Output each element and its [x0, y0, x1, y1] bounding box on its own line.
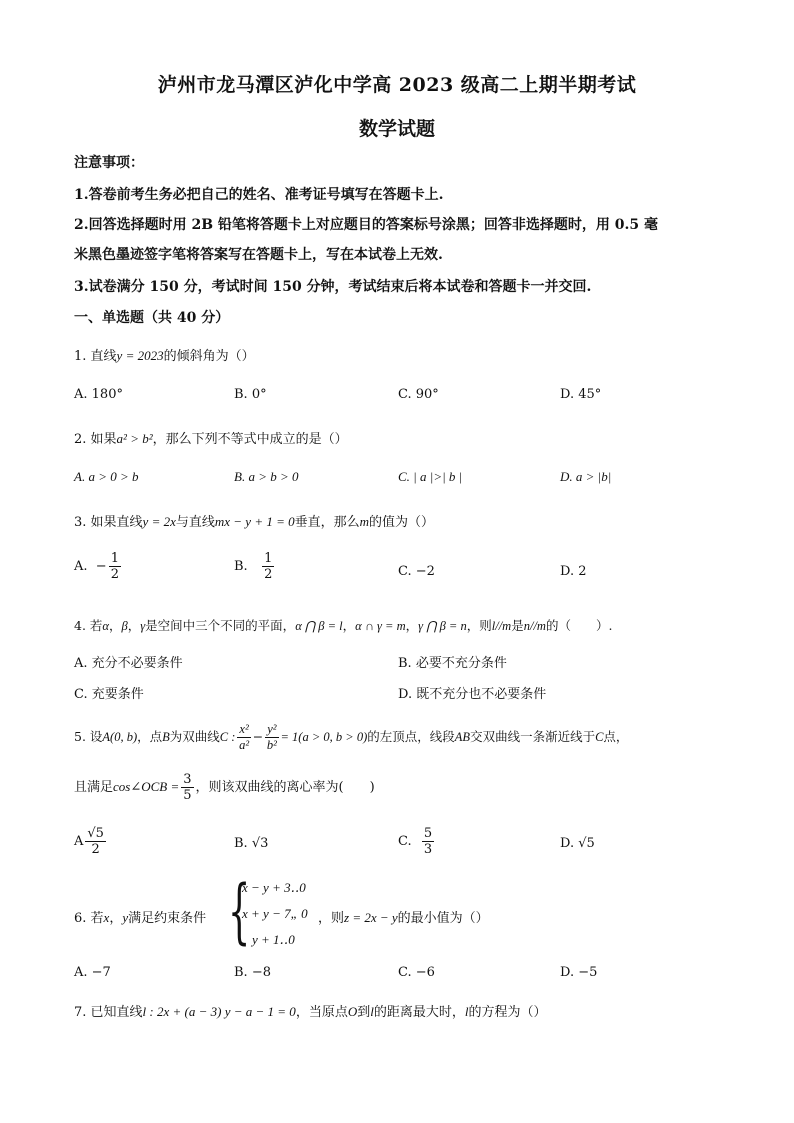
fraction: $\frac{\text{y²}}{\text{b²}}$ [266, 722, 277, 752]
constraint-3: y + 1‥0 [252, 932, 295, 947]
question-5-line-2: 且满足cos∠OCB = $\frac{3}{5}$ ，则该双曲线的离心率为( ) [74, 772, 375, 803]
notice-heading: 注意事项： [74, 155, 144, 171]
q4-option-a: A. 充分不必要条件 [74, 656, 183, 671]
q2-option-a: A. a > 0 > b [74, 469, 139, 484]
fraction: $\frac{√5}{2}$ [87, 826, 104, 857]
q1-option-b: B. 0° [234, 387, 267, 402]
q3-option-c: C. −2 [398, 564, 435, 579]
notice-item-2-line-2: 米黑色墨迹签字笔将答案写在答题卡上，写在本试卷上无效. [74, 247, 443, 263]
fraction: $\frac{5}{3}$ [423, 826, 433, 857]
fraction: $\frac{3}{5}$ [183, 772, 192, 803]
notice-item-2-line-1: 2.回答选择题时用 2B 铅笔将答题卡上对应题目的答案标号涂黑；回答非选择题时，用 0.5 毫 [74, 217, 659, 233]
q1-option-d: D. 45° [560, 387, 602, 402]
left-brace: { [228, 870, 251, 952]
q4-option-b: B. 必要不充分条件 [398, 656, 507, 671]
fraction: $\frac{\text{x²}}{\text{a²}}$ [239, 722, 250, 752]
question-7: 7. 已知直线l : 2x + (a − 3) y − a − 1 = 0，当原点O到l的距离最大时，l的方程为（） [74, 1004, 547, 1020]
constraint-2: x + y − 7„ 0 [242, 906, 308, 921]
q5-option-a: A $\frac{√5}{2}$ [74, 826, 104, 857]
fraction: $\frac{1}{2}$ [110, 551, 119, 582]
q5-option-c: C. $\frac{5}{3}$ [398, 826, 433, 857]
question-6-suffix: ，则z = 2x − y的最小值为（） [318, 910, 489, 926]
q3-option-b: B. $\frac{1}{2}$ [234, 551, 273, 582]
notice-item-3: 3.试卷满分 150 分，考试时间 150 分钟，考试结束后将本试卷和答题卡一并交回. [74, 279, 592, 295]
inequality: a² > b² [116, 431, 153, 446]
q1-option-a: A. 180° [74, 387, 123, 402]
equation: y = 2023 [116, 348, 164, 363]
q4-option-c: C. 充要条件 [74, 687, 144, 702]
q3-option-d: D. 2 [560, 564, 587, 579]
q6-option-d: D. −5 [560, 965, 598, 980]
q3-option-a: A. − $\frac{1}{2}$ [74, 551, 119, 582]
q4-option-d: D. 既不充分也不必要条件 [398, 687, 547, 702]
q5-option-d: D. √5 [560, 836, 595, 851]
question-3: 3. 如果直线y = 2x与直线mx − y + 1 = 0垂直，那么m的值为（） [74, 514, 435, 530]
q6-option-a: A. −7 [74, 965, 111, 980]
q2-option-d: D. a > |b| [560, 469, 612, 484]
question-2: 2. 如果a² > b²，那么下列不等式中成立的是（） [74, 431, 348, 447]
question-5: 5. 设A(0, b)，点B为双曲线C : $\frac{\text{x²}}{\text{a²}}$ − $\frac{\text{y²}}{\text{b²}}$ = 1(a > 0, b > 0)的左顶点，线段AB交双曲线一条渐近线于C点， [74, 722, 629, 752]
notice-item-1: 1.答卷前考生务必把自己的姓名、准考证号填写在答题卡上. [74, 187, 444, 203]
exam-subtitle: 数学试题 [358, 118, 435, 140]
constraint-1: x − y + 3‥0 [242, 880, 306, 895]
exam-title: 泸州市龙马潭区泸化中学高 2023 级高二上期半期考试 [157, 74, 637, 96]
question-6-prefix: 6. 若x，y满足约束条件 [74, 910, 207, 926]
constraint-system [228, 870, 328, 954]
q5-option-b: B. √3 [234, 836, 269, 851]
question-1: 1. 直线y = 2023的倾斜角为（） [74, 348, 255, 364]
q6-option-c: C. −6 [398, 965, 435, 980]
q2-option-c: C. | a |>| b | [398, 469, 463, 484]
fraction: $\frac{1}{2}$ [264, 551, 273, 582]
q2-option-b: B. a > b > 0 [234, 469, 299, 484]
q1-option-c: C. 90° [398, 387, 439, 402]
q6-option-b: B. −8 [234, 965, 271, 980]
section-heading: 一、单选题（共 40 分） [74, 310, 230, 326]
question-4: 4. 若α，β，γ是空间中三个不同的平面，α ⋂ β = l，α ∩ γ = m，γ ⋂ β = n，则l//m是n//m的（ ）. [74, 618, 613, 633]
